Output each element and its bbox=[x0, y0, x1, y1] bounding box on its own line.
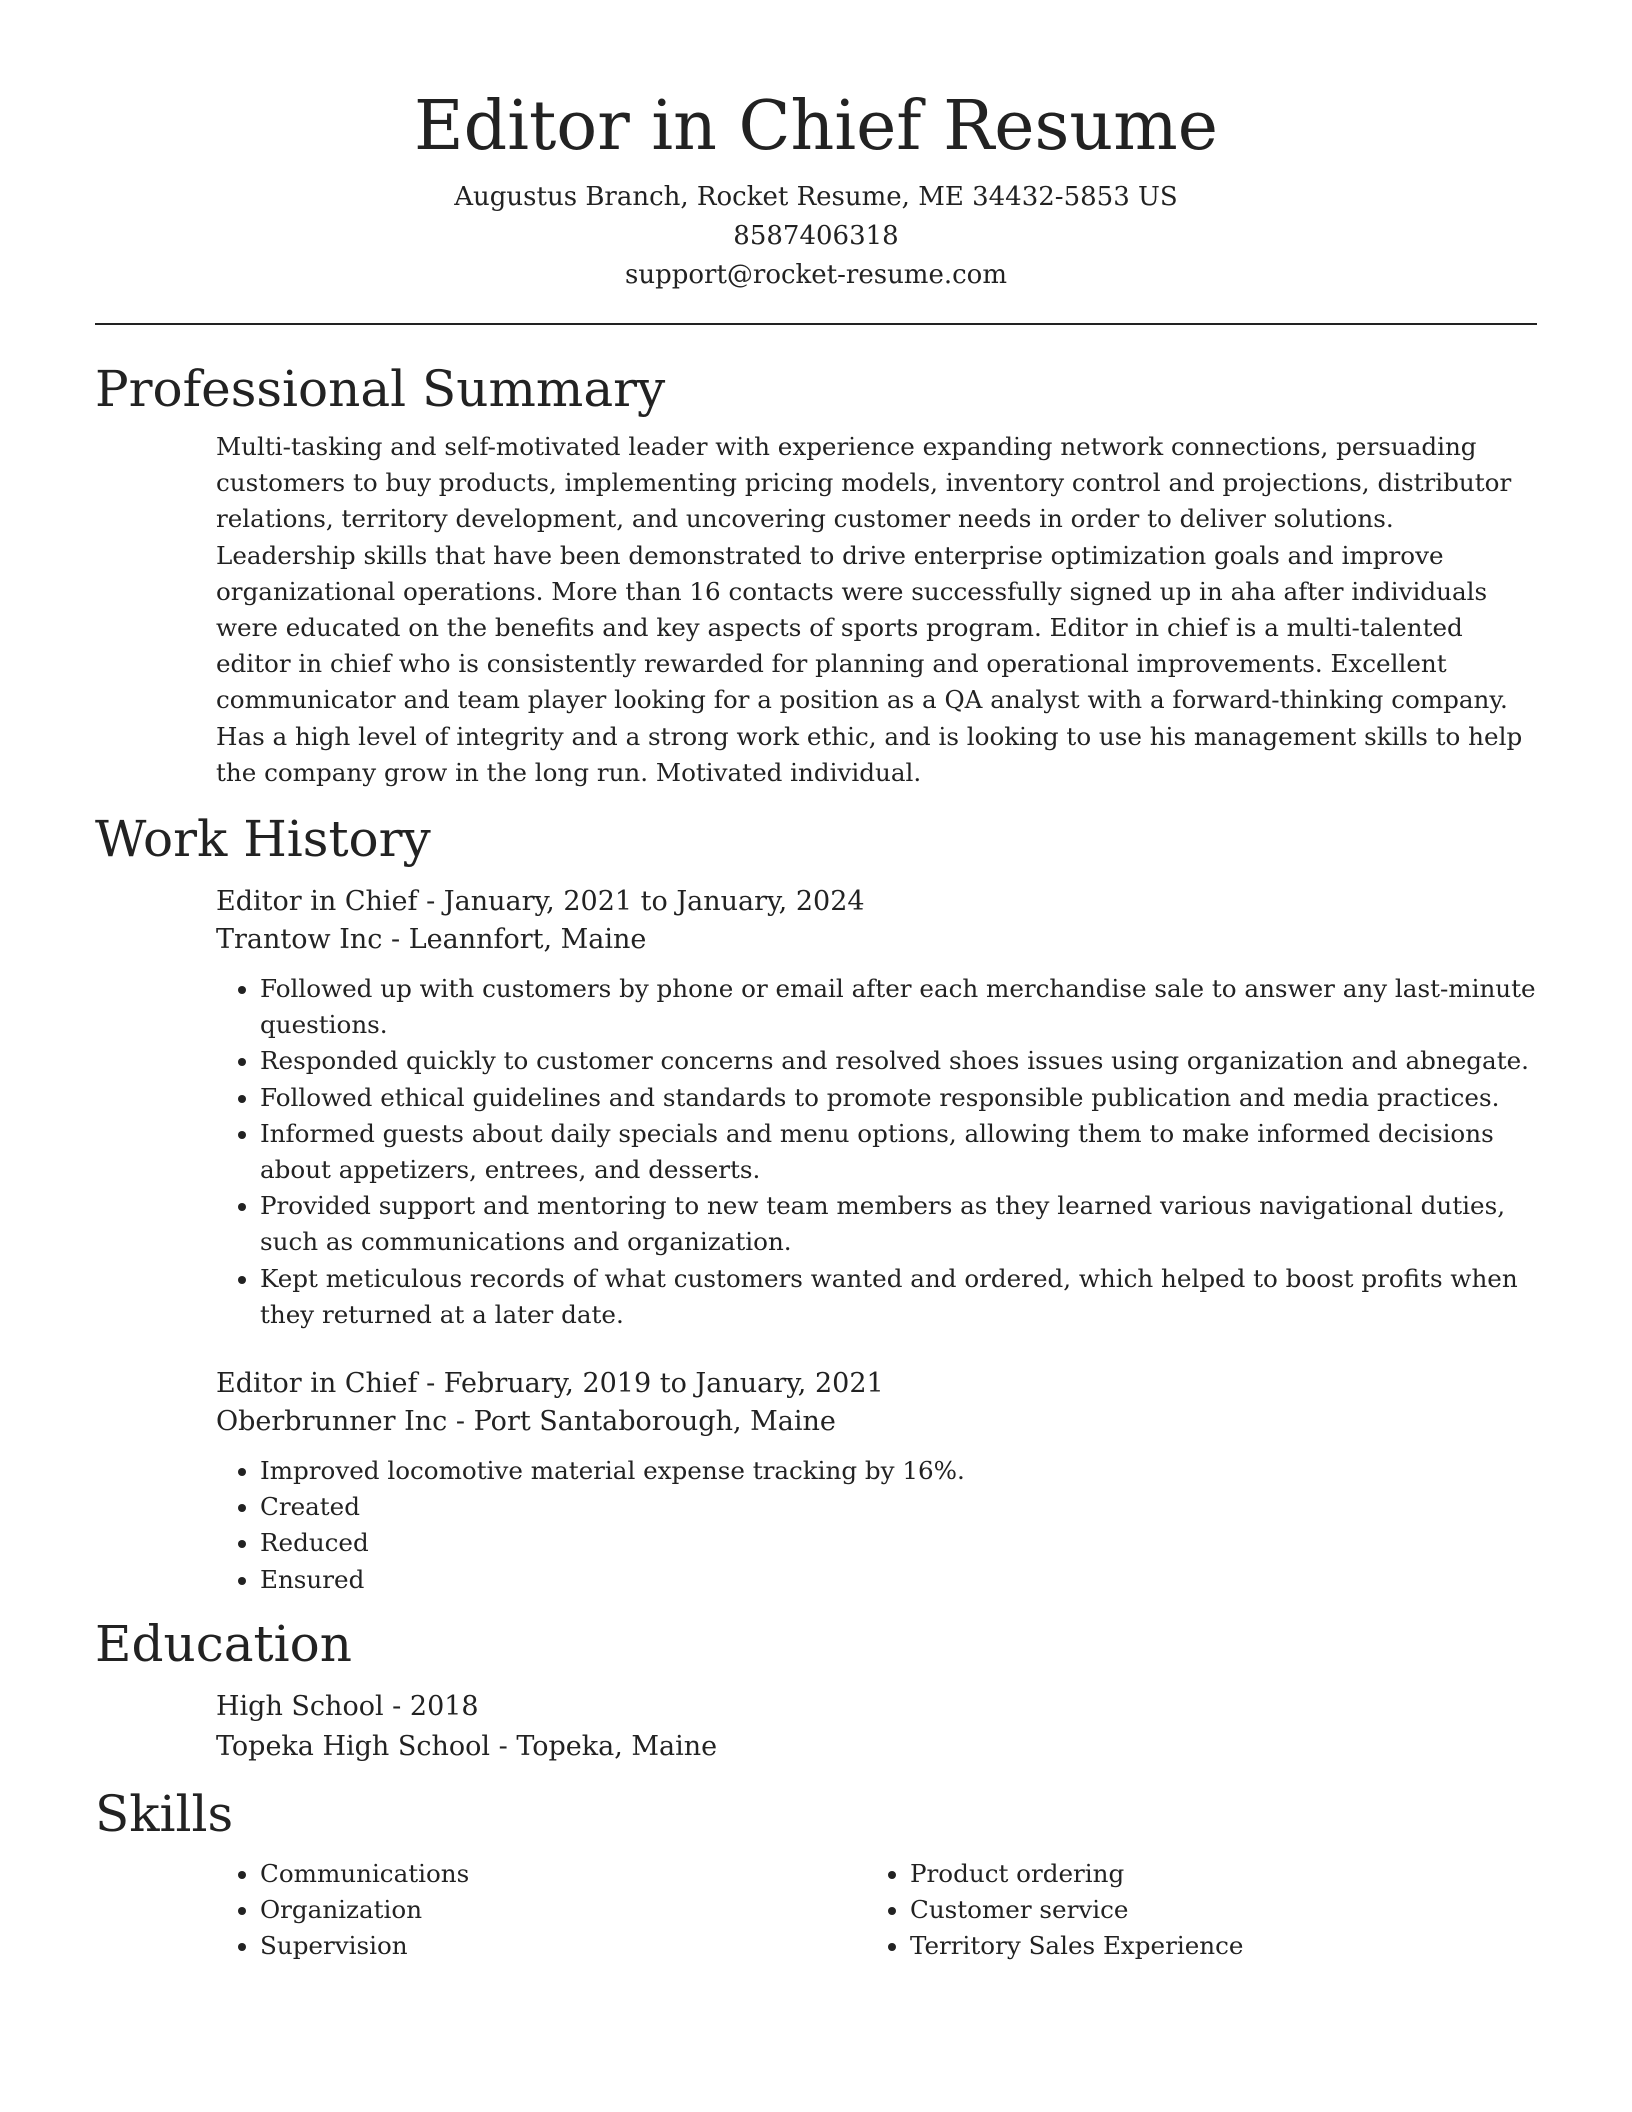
job-company-line: Trantow Inc - Leannfort, Maine bbox=[216, 924, 647, 956]
list-item: • Created bbox=[260, 1489, 1537, 1525]
skills-column-left bbox=[216, 1856, 866, 1965]
education-heading: Education bbox=[95, 1614, 352, 1673]
school-name: Topeka High School bbox=[216, 1730, 491, 1762]
list-item: • Reduced bbox=[260, 1525, 1537, 1561]
list-item: • Followed up with customers by phone or email after each merchandise sale to answer any last-minute questions. bbox=[260, 971, 1537, 1043]
school-location: Topeka, Maine bbox=[516, 1730, 718, 1762]
graduation-year: 2018 bbox=[409, 1690, 479, 1722]
contact-address: Augustus Branch, Rocket Resume, ME 34432-5853 US bbox=[454, 182, 1178, 212]
job-title: Editor in Chief bbox=[216, 886, 418, 918]
skills-heading: Skills bbox=[95, 1784, 234, 1843]
education-entry bbox=[216, 1688, 1537, 1766]
list-item: • Responded quickly to customer concerns and resolved shoes issues using organization and abnegate. bbox=[260, 1043, 1537, 1079]
resume-header bbox=[95, 0, 1537, 295]
job-title: Editor in Chief bbox=[216, 1368, 418, 1400]
contact-phone: 8587406318 bbox=[733, 221, 899, 251]
job-dates: January, 2021 to January, 2024 bbox=[443, 886, 865, 918]
job-location: Leannfort, Maine bbox=[408, 924, 647, 956]
job-company: Oberbrunner Inc bbox=[216, 1406, 448, 1438]
work-heading: Work History bbox=[95, 810, 431, 869]
list-item: • Territory Sales Experience bbox=[910, 1928, 1516, 1964]
list-item: • Improved locomotive material expense tracking by 16%. bbox=[260, 1453, 1537, 1489]
resume-title: Editor in Chief Resume bbox=[414, 87, 1218, 166]
work-section bbox=[95, 809, 1537, 1598]
job-location: Port Santaborough, Maine bbox=[473, 1406, 836, 1438]
job-title-line: Editor in Chief - February, 2019 to January, 2021 bbox=[216, 1368, 884, 1400]
skills-columns bbox=[216, 1856, 1537, 1965]
resume-page bbox=[95, 0, 1537, 1964]
list-item: • Ensured bbox=[260, 1562, 1537, 1598]
list-item: • Followed ethical guidelines and standards to promote responsible publication and media practices. bbox=[260, 1080, 1537, 1116]
summary-text: Multi-tasking and self-motivated leader with experience expanding network connections, persuading customers to buy products, implementing pricing models, inventory control and projections, distributor relations, territory development, and uncovering customer needs in order to deliver solutions. Leadership skills that have been demonstrated to drive enterprise optimization goals and improve organizational operations. More than 16 contacts were successfully signed up in aha after individuals were educated on the benefits and key aspects of sports program. Editor in chief is a multi-talented editor in chief who is consistently rewarded for planning and operational improvements. Excellent communicator and team player looking for a position as a QA analyst with a forward-thinking company. Has a high level of integrity and a strong work ethic, and is looking to use his management skills to help the company grow in the long run. Motivated individual. bbox=[216, 432, 1523, 787]
degree: High School bbox=[216, 1690, 384, 1722]
skills-section bbox=[95, 1784, 1537, 1965]
degree-line: High School - 2018 bbox=[216, 1690, 479, 1722]
job-entry bbox=[216, 1365, 1537, 1598]
contact-email: support@rocket-resume.com bbox=[624, 260, 1007, 290]
job-duties-list bbox=[216, 1453, 1537, 1598]
summary-heading: Professional Summary bbox=[95, 360, 666, 418]
skills-list bbox=[866, 1856, 1516, 1965]
list-item: • Informed guests about daily specials and menu options, allowing them to make informed decisions about appetizers, entrees, and desserts. bbox=[260, 1116, 1537, 1188]
school-line: Topeka High School - Topeka, Maine bbox=[216, 1730, 718, 1762]
skills-column-right bbox=[866, 1856, 1516, 1965]
header-divider bbox=[95, 323, 1537, 325]
contact-block bbox=[95, 178, 1537, 295]
education-section bbox=[95, 1614, 1537, 1766]
skills-list bbox=[216, 1856, 866, 1965]
list-item: • Supervision bbox=[260, 1928, 866, 1964]
summary-section bbox=[95, 359, 1537, 791]
list-item: • Product ordering bbox=[910, 1856, 1516, 1892]
job-company: Trantow Inc bbox=[216, 924, 383, 956]
list-item: • Customer service bbox=[910, 1892, 1516, 1928]
job-dates: February, 2019 to January, 2021 bbox=[443, 1368, 884, 1400]
list-item: • Organization bbox=[260, 1892, 866, 1928]
list-item: • Kept meticulous records of what customers wanted and ordered, which helped to boost profits when they returned at a later date. bbox=[260, 1261, 1537, 1333]
job-title-line: Editor in Chief - January, 2021 to January, 2024 bbox=[216, 886, 865, 918]
job-entry bbox=[216, 883, 1537, 1333]
job-duties-list bbox=[216, 971, 1537, 1333]
list-item: • Provided support and mentoring to new team members as they learned various navigational duties, such as communications and organization. bbox=[260, 1188, 1537, 1260]
job-company-line: Oberbrunner Inc - Port Santaborough, Maine bbox=[216, 1406, 836, 1438]
list-item: • Communications bbox=[260, 1856, 866, 1892]
